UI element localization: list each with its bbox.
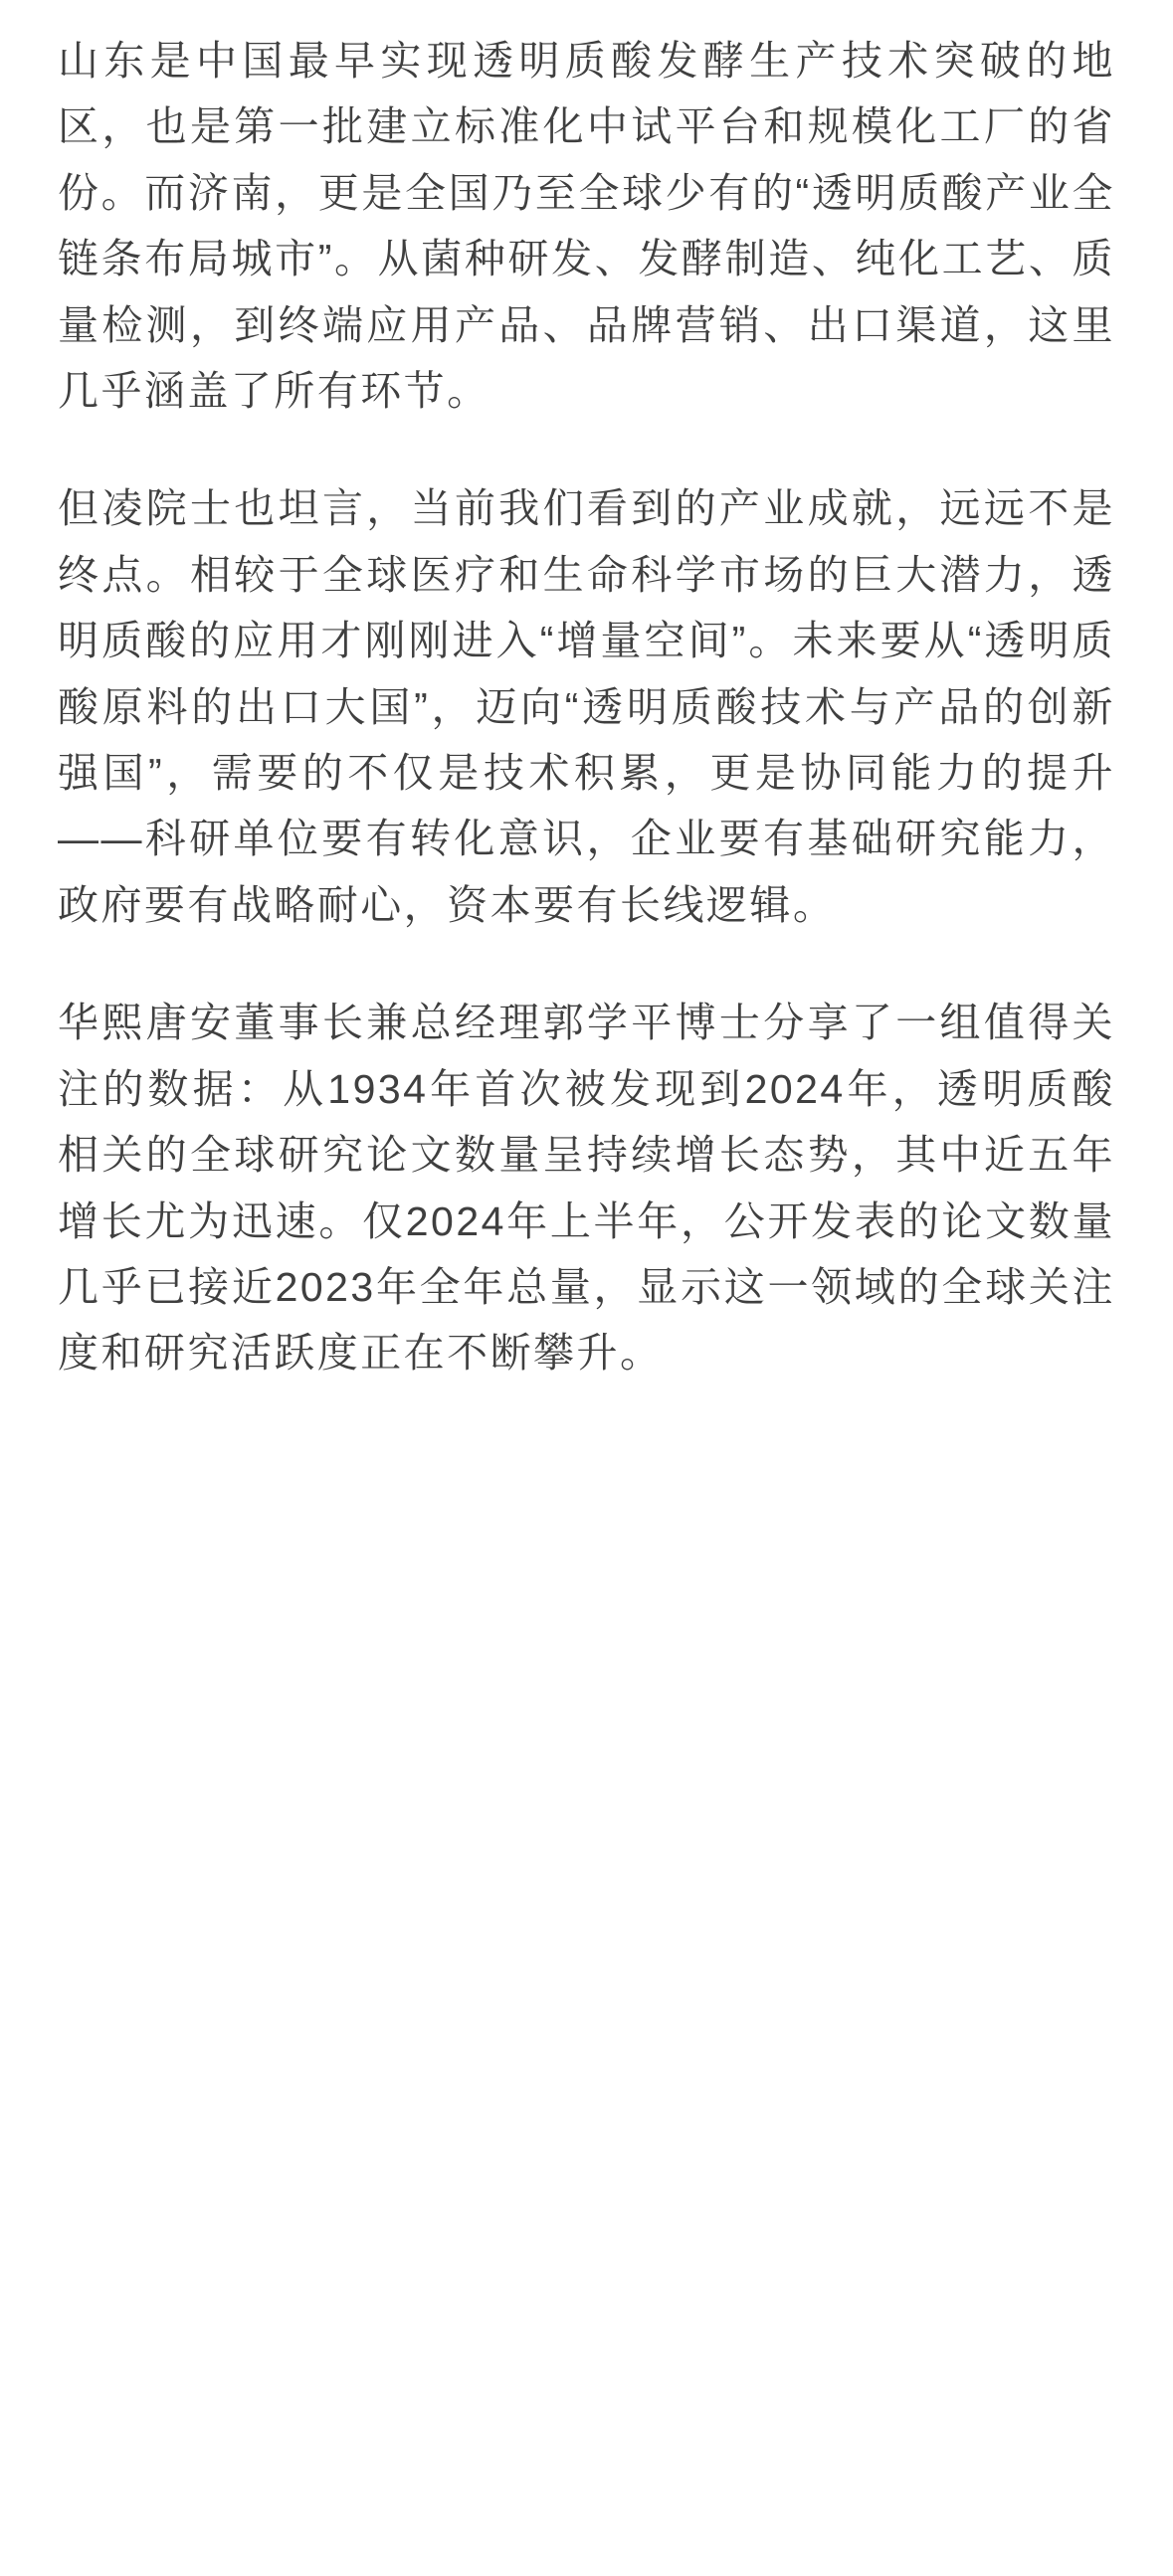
paragraph-2: 但凌院士也坦言，当前我们看到的产业成就，远远不是终点。相较于全球医疗和生命科学市场的巨大潜力，透明质酸的应用才刚刚进入“增量空间”。未来要从“透明质酸原料的出口大国”，迈向“透明质酸技术与产品的创新强国”，需要的不仅是技术积累，更是协同能力的提升——科研单位要有转化意识，企业要有基础研究能力，政府要有战略耐心，资本要有长线逻辑。 (58, 485, 1115, 928)
paragraph-1: 山东是中国最早实现透明质酸发酵生产技术突破的地区，也是第一批建立标准化中试平台和规模化工厂的省份。而济南，更是全国乃至全球少有的“透明质酸产业全链条布局城市”。从菌种研发、发酵制造、纯化工艺、质量检测，到终端应用产品、品牌营销、出口渠道，这里几乎涵盖了所有环节。 (58, 38, 1115, 415)
paragraph-3: 华熙唐安董事长兼总经理郭学平博士分享了一组值得关注的数据：从1934年首次被发现到2024年，透明质酸相关的全球研究论文数量呈持续增长态势，其中近五年增长尤为迅速。仅2024年上半年，公开发表的论文数量几乎已接近2023年全年总量，显示这一领域的全球关注度和研究活跃度正在不断攀升。 (58, 1000, 1115, 1377)
